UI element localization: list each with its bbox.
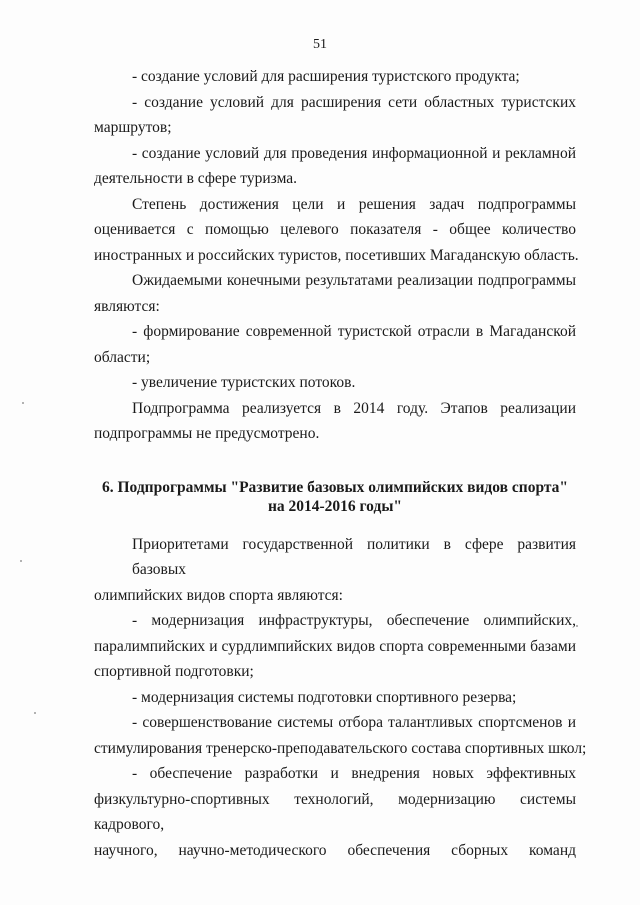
text-line: являются: xyxy=(94,297,160,315)
text-line: - модернизация инфраструктуры, обеспечение олимпийских, xyxy=(132,612,576,629)
section-heading-line-1: 6. Подпрограммы "Развитие базовых олимпийских видов спорта" xyxy=(101,478,569,496)
text-line: - создание условий для расширения туристского продукта; xyxy=(132,68,520,85)
text-line: - создание условий для проведения информационной и рекламной xyxy=(132,144,576,162)
text-line: маршрутов; xyxy=(94,119,172,136)
text-line: - совершенствование системы отбора талантливых спортсменов и xyxy=(132,714,576,731)
text-line: Подпрограмма реализуется в 2014 году. Этапов реализации xyxy=(132,399,576,417)
text-line: паралимпийских и сурдлимпийских видов спорта современными базами xyxy=(94,637,576,655)
section-heading-line-2: на 2014-2016 годы" xyxy=(267,497,403,515)
text-line: стимулирования тренерско-преподавательского состава спортивных школ; xyxy=(94,739,587,757)
section-heading xyxy=(94,478,576,516)
text-line: научного, научно-методического обеспечения сборных команд xyxy=(94,841,576,859)
text-line: иностранных и российских туристов, посетивших Магаданскую область. xyxy=(94,246,579,264)
scan-speck xyxy=(576,625,578,627)
text-line: оценивается с помощью целевого показателя - общее количество xyxy=(94,221,576,238)
text-section-tourism xyxy=(94,64,579,447)
text-line: - обеспечение разработки и внедрения новых эффективных xyxy=(132,765,576,782)
page-content xyxy=(94,64,587,863)
text-line: области; xyxy=(94,348,151,366)
text-line: олимпийских видов спорта являются: xyxy=(94,586,343,604)
text-section-sport xyxy=(94,532,587,864)
text-line: физкультурно-спортивных технологий, модернизацию системы кадрового, xyxy=(94,790,576,833)
text-line: - увеличение туристских потоков. xyxy=(132,374,356,391)
scan-speck xyxy=(34,712,36,714)
text-line: Степень достижения цели и решения задач подпрограммы xyxy=(132,195,576,213)
text-line: деятельности в сфере туризма. xyxy=(94,170,298,187)
text-line: спортивной подготовки; xyxy=(94,663,254,680)
page-number: 51 xyxy=(313,37,327,52)
scan-speck xyxy=(20,560,22,562)
scan-speck xyxy=(22,402,24,404)
text-line: - формирование современной туристской отрасли в Магаданской xyxy=(132,323,576,340)
text-line: Ожидаемыми конечными результатами реализации подпрограммы xyxy=(132,272,576,289)
text-line: Приоритетами государственной политики в сфере развития базовых xyxy=(132,535,576,578)
text-line: - создание условий для расширения сети областных туристских xyxy=(132,93,576,111)
text-line: подпрограммы не предусмотрено. xyxy=(94,425,320,442)
text-line: - модернизация системы подготовки спортивного резерва; xyxy=(132,688,517,706)
